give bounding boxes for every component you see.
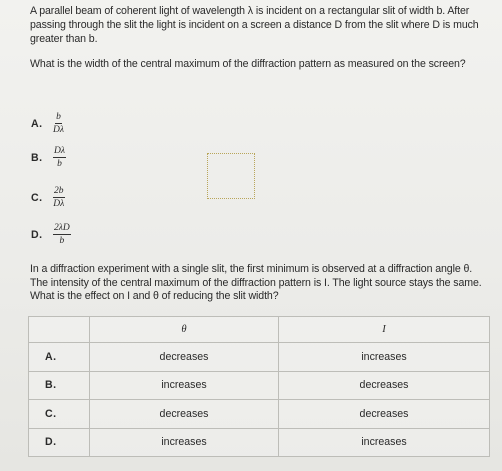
- option-fraction: [53, 146, 66, 169]
- cell-intensity: decreases: [279, 400, 490, 429]
- cell-theta: increases: [90, 428, 279, 457]
- answer-box[interactable]: [207, 153, 255, 199]
- cell-intensity: decreases: [279, 371, 490, 400]
- question-2-text: In a diffraction experiment with a single slit, the first minimum is observed at a diffraction angle θ. The intensity of the central maximum of the diffraction pattern is I. The light source stays the same. What is the effect on I and θ of reducing the slit width?: [30, 263, 482, 303]
- cell-theta: decreases: [90, 400, 279, 429]
- q1-option-b[interactable]: [31, 146, 66, 169]
- table-row[interactable]: [29, 343, 490, 372]
- table-row[interactable]: [29, 371, 490, 400]
- option-fraction: [53, 112, 64, 135]
- cell-intensity: increases: [279, 343, 490, 372]
- table-row[interactable]: [29, 400, 490, 429]
- option-letter: A.: [31, 117, 43, 130]
- fraction-numerator: 2λD: [54, 223, 70, 233]
- header-theta: θ: [90, 317, 279, 343]
- row-letter: A.: [29, 343, 90, 372]
- question-1: [30, 4, 490, 71]
- fraction-denominator: b: [59, 236, 65, 246]
- fraction-denominator: b: [57, 159, 62, 169]
- option-letter: C.: [31, 191, 43, 204]
- table-row[interactable]: [29, 428, 490, 457]
- fraction-denominator: Dλ: [53, 199, 65, 209]
- option-fraction: [53, 223, 71, 246]
- q1-option-c[interactable]: [31, 186, 65, 209]
- fraction-numerator: Dλ: [54, 146, 65, 156]
- question-2: [30, 263, 492, 304]
- fraction-numerator: b: [56, 112, 61, 122]
- response-table: [28, 316, 490, 457]
- q1-option-d[interactable]: [31, 223, 71, 246]
- table-header-row: [29, 317, 490, 343]
- header-intensity: I: [279, 317, 490, 343]
- fraction-denominator: Dλ: [53, 125, 64, 135]
- row-letter: C.: [29, 400, 90, 429]
- row-letter: B.: [29, 371, 90, 400]
- option-letter: D.: [31, 228, 43, 241]
- header-empty: [29, 317, 90, 343]
- cell-theta: decreases: [90, 343, 279, 372]
- option-fraction: [53, 186, 65, 209]
- question-1-intro: A parallel beam of coherent light of wavelength λ is incident on a rectangular slit of width b. After passing through the slit the light is incident on a screen a distance D from the slit where D is much greater than b.: [30, 5, 479, 46]
- q1-option-a[interactable]: [31, 112, 64, 135]
- cell-intensity: increases: [279, 428, 490, 457]
- option-letter: B.: [31, 151, 43, 164]
- fraction-numerator: 2b: [54, 186, 64, 196]
- question-1-prompt: What is the width of the central maximum of the diffraction pattern as measured on the screen?: [30, 57, 466, 70]
- cell-theta: increases: [90, 371, 279, 400]
- row-letter: D.: [29, 428, 90, 457]
